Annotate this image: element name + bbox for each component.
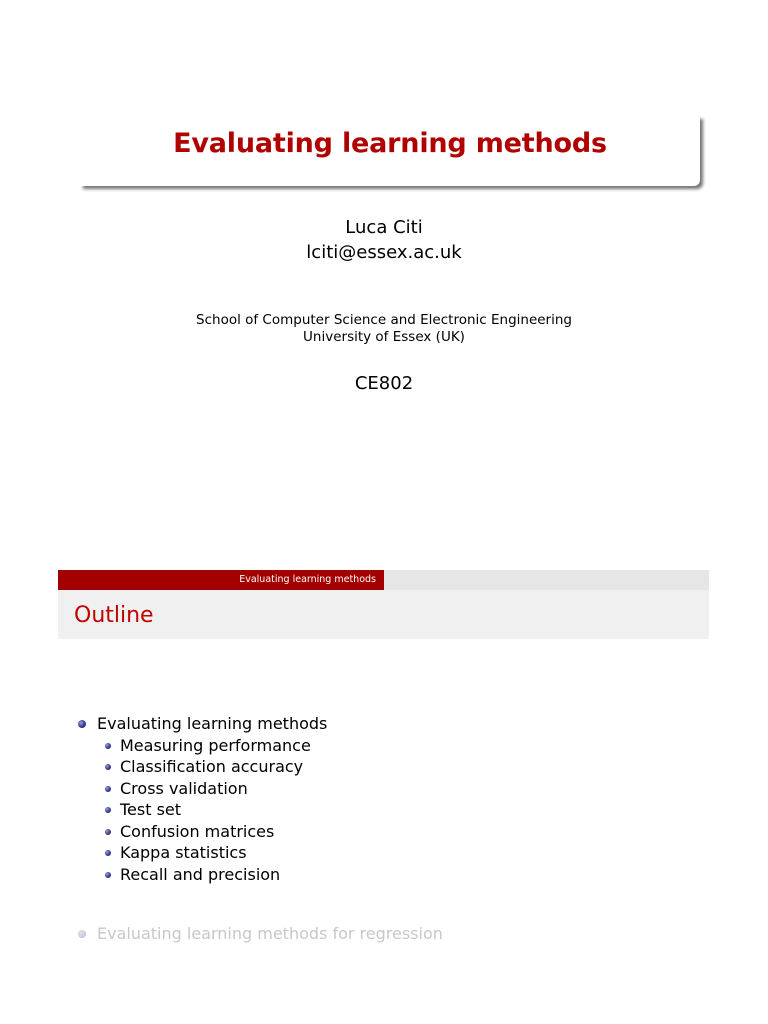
institute-school: School of Computer Science and Electronic Engineering: [196, 312, 572, 328]
section-tab: Evaluating learning methods: [58, 570, 384, 590]
outline-subitem-label: Classification accuracy: [120, 757, 304, 776]
outline-subitem-label: Test set: [120, 800, 182, 819]
bullet-icon: [105, 829, 111, 835]
outline-subitem-label: Recall and precision: [120, 865, 281, 884]
bullet-icon: [105, 786, 111, 792]
bullet-icon: [78, 720, 86, 728]
bullet-icon: [105, 764, 111, 770]
institute-university: University of Essex (UK): [303, 329, 465, 345]
bullet-icon: [105, 872, 111, 878]
bullet-icon: [105, 850, 111, 856]
outline-subitem-label: Measuring performance: [120, 736, 311, 755]
outline-subitem-label: Kappa statistics: [120, 843, 247, 862]
slide-headline-bar: [58, 570, 709, 590]
author-name: Luca Citi: [345, 217, 423, 238]
frame-title: Outline: [74, 603, 154, 628]
bullet-icon: [105, 743, 111, 749]
bullet-icon: [78, 930, 86, 938]
outline-item-label: Evaluating learning methods: [97, 714, 328, 733]
bullet-icon: [105, 807, 111, 813]
frame-title-bar: [58, 590, 709, 639]
presentation-title: Evaluating learning methods: [173, 128, 607, 159]
outline-subitem-label: Confusion matrices: [120, 822, 275, 841]
outline-subitem-label: Cross validation: [120, 779, 248, 798]
title-box: [80, 116, 700, 186]
author-email: lciti@essex.ac.uk: [306, 242, 462, 263]
course-code: CE802: [354, 373, 414, 394]
outline-item-label: Evaluating learning methods for regression: [97, 924, 443, 943]
